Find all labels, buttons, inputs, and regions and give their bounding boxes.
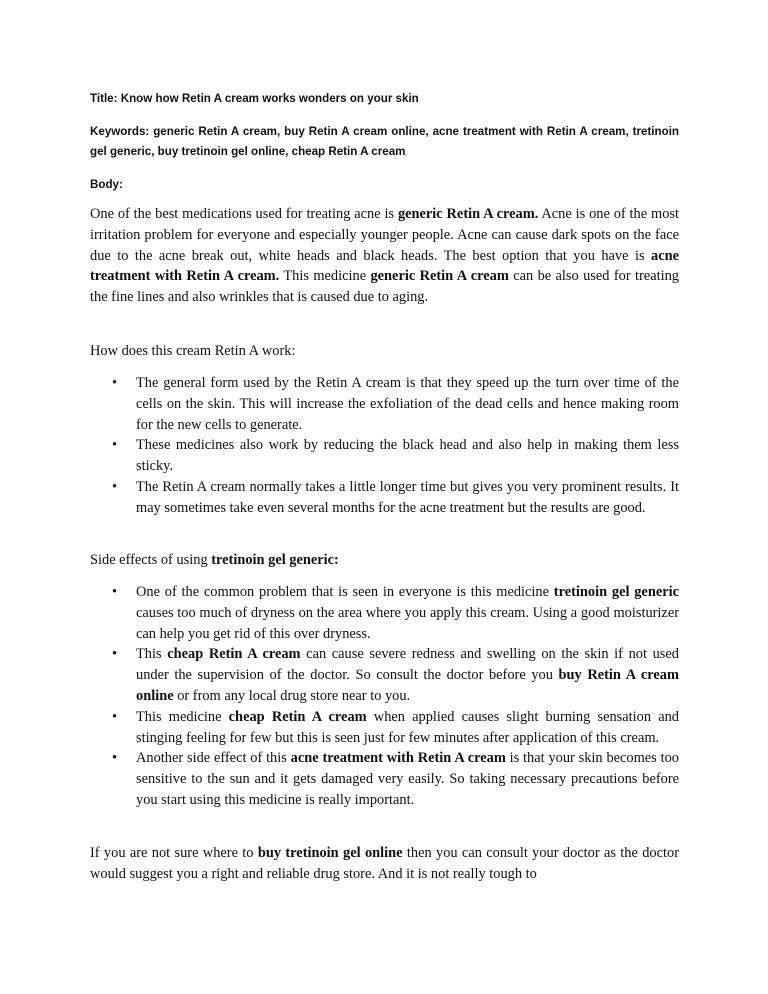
list-item: • The Retin A cream normally takes a little longer time but gives you very prominent results. It may sometimes take even several months for the acne treatment but the results are good.: [112, 478, 679, 516]
closing-paragraph: If you are not sure where to buy tretinoin gel online then you can consult your doctor as the doctor would suggest you a right and reliable drug store. And it is not really tough to: [90, 845, 679, 882]
body-label: Body:: [90, 178, 123, 191]
intro-paragraph: One of the best medications used for treating acne is generic Retin A cream. Acne is one of the most irritation problem for everyone and especially younger people. Acne can cause dark spots on the face due to the acne break out, white heads and black heads. The best option that you have is acne treatment with Retin A cream. This medicine generic Retin A cream can be also used for treating the fine lines and also wrinkles that is caused due to aging.: [90, 206, 679, 306]
side-effects-heading: Side effects of using tretinoin gel generic:: [90, 552, 339, 568]
bullet-icon: •: [112, 375, 118, 391]
list-item: • This medicine cheap Retin A cream when applied causes slight burning sensation and stinging feeling for few but this is seen just for few minutes after application of this cream.: [112, 708, 679, 746]
bullet-icon: •: [112, 708, 118, 725]
list-item: • One of the common problem that is seen in everyone is this medicine tretinoin gel generic causes too much of dryness on the area where you apply this cream. Using a good moisturizer can help you get rid of this over dryness.: [112, 584, 679, 642]
list-item: • The general form used by the Retin A cream is that they speed up the turn over time of the cells on the skin. This will increase the exfoliation of the dead cells and hence making room for the new cells to generate.: [112, 375, 679, 433]
list-item: • Another side effect of this acne treatment with Retin A cream is that your skin becomes too sensitive to the sun and it gets damaged very easily. So taking necessary precautions before you start using this medicine is really important.: [112, 750, 679, 808]
bullet-icon: •: [112, 646, 118, 663]
side-effects-list: [90, 582, 679, 811]
keywords-line: Keywords: generic Retin A cream, buy Retin A cream online, acne treatment with Retin A cream, tretinoin gel generic, buy tretinoin gel online, cheap Retin A cream: [90, 125, 679, 158]
document-title: Title: Know how Retin A cream works wonders on your skin: [90, 92, 419, 105]
bullet-icon: •: [112, 437, 118, 454]
list-item: • This cheap Retin A cream can cause severe redness and swelling on the skin if not used under the supervision of the doctor. So consult the doctor before you buy Retin A cream online or from any local drug store near to you.: [112, 646, 679, 704]
bullet-icon: •: [112, 584, 118, 600]
list-item: • These medicines also work by reducing the black head and also help in making them less sticky.: [112, 437, 679, 475]
bullet-icon: •: [112, 478, 118, 495]
how-it-works-list: [90, 373, 679, 519]
bullet-icon: •: [112, 750, 118, 767]
how-it-works-heading: How does this cream Retin A work:: [90, 343, 296, 359]
